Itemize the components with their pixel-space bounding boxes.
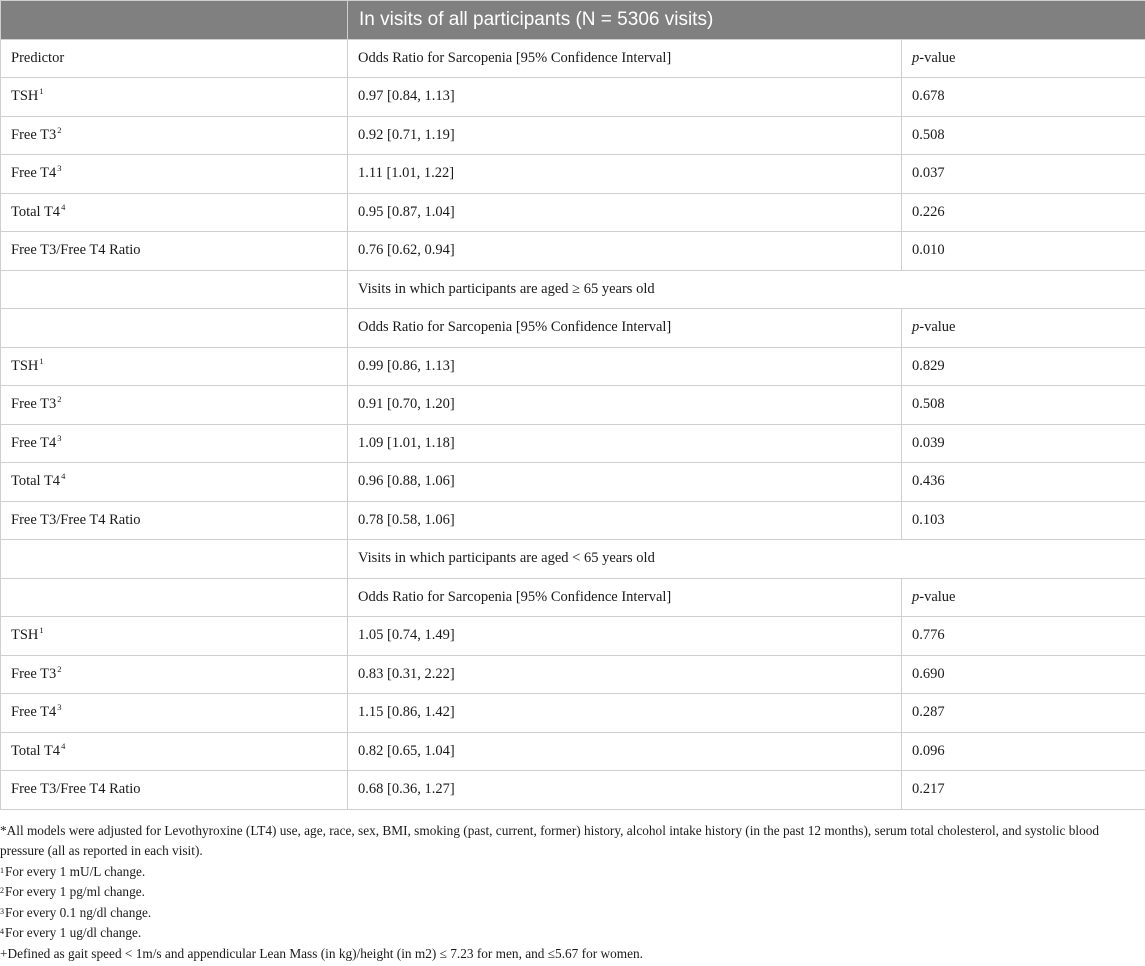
odds-ratio-cell: 1.11 [1.01, 1.22]: [348, 155, 902, 194]
predictor-cell: [1, 617, 348, 656]
footnote-marker: 2: [57, 394, 62, 405]
p-value-cell: 0.678: [902, 78, 1145, 117]
table-row: [1, 617, 1145, 656]
header-p-italic: p: [912, 49, 920, 66]
predictor-name: Free T3: [11, 665, 57, 682]
footnote-1-text: For every 1 mU/L change.: [5, 863, 146, 879]
predictor-cell: [1, 771, 348, 810]
odds-ratio-cell: 0.76 [0.62, 0.94]: [348, 232, 902, 271]
p-value-cell: 0.508: [902, 386, 1145, 425]
p-value-cell: 0.039: [902, 424, 1145, 463]
odds-ratio-cell: 1.05 [0.74, 1.49]: [348, 617, 902, 656]
table-banner-row: [1, 1, 1145, 40]
predictor-cell: [1, 424, 348, 463]
p-value-cell: 0.829: [902, 347, 1145, 386]
header-p-value: [902, 39, 1145, 78]
footnote-marker: 4: [61, 201, 66, 212]
table-row: [1, 655, 1145, 694]
table-row: [1, 155, 1145, 194]
predictor-cell: [1, 347, 348, 386]
p-value-cell: 0.037: [902, 155, 1145, 194]
odds-ratio-cell: 0.99 [0.86, 1.13]: [348, 347, 902, 386]
table-row: [1, 732, 1145, 771]
predictor-cell: [1, 655, 348, 694]
p-value-cell: 0.508: [902, 116, 1145, 155]
footnote-4-marker: 4: [0, 927, 4, 936]
predictor-name: TSH: [11, 357, 39, 374]
footnote-marker: 1: [39, 625, 44, 636]
footnote-2-marker: 2: [0, 886, 4, 895]
table-row: [1, 78, 1145, 117]
table-banner-title: In visits of all participants (N = 5306 visits): [348, 1, 1145, 40]
header-p-italic: p: [912, 319, 920, 336]
predictor-name: Free T4: [11, 704, 57, 721]
table-row: [1, 347, 1145, 386]
table-row: [1, 193, 1145, 232]
predictor-cell: [1, 232, 348, 271]
footnote-marker: 3: [57, 163, 62, 174]
predictor-cell: [1, 501, 348, 540]
predictor-cell: [1, 155, 348, 194]
header-p-value: [902, 578, 1145, 617]
odds-ratio-cell: 0.82 [0.65, 1.04]: [348, 732, 902, 771]
p-value-cell: 0.690: [902, 655, 1145, 694]
section-title-spacer: [1, 270, 348, 309]
predictor-cell: [1, 78, 348, 117]
table-row: [1, 424, 1145, 463]
predictor-name: TSH: [11, 88, 39, 105]
p-value-cell: 0.217: [902, 771, 1145, 810]
p-value-cell: 0.776: [902, 617, 1145, 656]
section-title-row: [1, 270, 1145, 309]
footnote-3-text: For every 0.1 ng/dl change.: [5, 904, 152, 920]
footnote-marker: 3: [57, 432, 62, 443]
section-title: Visits in which participants are aged ≥ 65 years old: [348, 270, 1145, 309]
header-odds-ratio: Odds Ratio for Sarcopenia [95% Confidence Interval]: [348, 309, 902, 348]
p-value-cell: 0.103: [902, 501, 1145, 540]
footnote-4: [0, 923, 1145, 944]
footnote-marker: 4: [61, 740, 66, 751]
p-value-cell: 0.010: [902, 232, 1145, 271]
predictor-name: Free T3: [11, 126, 57, 143]
header-odds-ratio: Odds Ratio for Sarcopenia [95% Confidence Interval]: [348, 578, 902, 617]
predictor-cell: [1, 386, 348, 425]
predictor-name: Free T4: [11, 434, 57, 451]
banner-spacer: [1, 1, 348, 40]
footnote-marker: 2: [57, 663, 62, 674]
table-footnotes: [0, 810, 1145, 965]
footnote-marker: 1: [39, 86, 44, 97]
section-header-spacer: [1, 309, 348, 348]
odds-ratio-cell: 0.78 [0.58, 1.06]: [348, 501, 902, 540]
predictor-name: Total T4: [11, 473, 61, 490]
predictor-name: Free T3/Free T4 Ratio: [11, 781, 141, 798]
predictor-cell: [1, 193, 348, 232]
footnote-1: [0, 862, 1145, 883]
odds-ratio-cell: 0.95 [0.87, 1.04]: [348, 193, 902, 232]
p-value-cell: 0.436: [902, 463, 1145, 502]
header-p-rest: -value: [919, 49, 956, 66]
footnote-marker: 1: [39, 355, 44, 366]
table-row: [1, 501, 1145, 540]
column-header-row: [1, 39, 1145, 78]
footnote-1-marker: 1: [0, 865, 4, 875]
odds-ratio-cell: 0.97 [0.84, 1.13]: [348, 78, 902, 117]
odds-ratio-cell: 0.91 [0.70, 1.20]: [348, 386, 902, 425]
predictor-name: Free T3/Free T4 Ratio: [11, 242, 141, 259]
predictor-name: TSH: [11, 627, 39, 644]
predictor-cell: [1, 694, 348, 733]
section-header-row: [1, 309, 1145, 348]
header-p-rest: -value: [919, 319, 956, 336]
table-row: [1, 232, 1145, 271]
header-odds-ratio: Odds Ratio for Sarcopenia [95% Confidence Interval]: [348, 39, 902, 78]
header-p-rest: -value: [919, 588, 956, 605]
footnote-3-marker: 3: [0, 906, 4, 916]
predictor-name: Total T4: [11, 742, 61, 759]
table-row: [1, 116, 1145, 155]
table-row: [1, 386, 1145, 425]
predictor-name: Free T4: [11, 165, 57, 182]
predictor-cell: [1, 116, 348, 155]
odds-ratio-cell: 0.68 [0.36, 1.27]: [348, 771, 902, 810]
odds-ratio-cell: 0.92 [0.71, 1.19]: [348, 116, 902, 155]
footnote-2: [0, 882, 1145, 903]
predictor-name: Free T3: [11, 396, 57, 413]
predictor-name: Free T3/Free T4 Ratio: [11, 511, 141, 528]
table-row: [1, 771, 1145, 810]
header-p-italic: p: [912, 588, 920, 605]
odds-ratio-cell: 1.15 [0.86, 1.42]: [348, 694, 902, 733]
predictor-name: Total T4: [11, 203, 61, 220]
header-p-value: [902, 309, 1145, 348]
footnote-marker: 2: [57, 124, 62, 135]
predictor-cell: [1, 463, 348, 502]
footnote-2-text: For every 1 pg/ml change.: [5, 884, 145, 899]
section-title: Visits in which participants are aged < 65 years old: [348, 540, 1145, 579]
table-row: [1, 694, 1145, 733]
section-header-row: [1, 578, 1145, 617]
footnote-4-text: For every 1 ug/dl change.: [5, 925, 142, 940]
footnote-marker: 4: [61, 471, 66, 482]
footnote-marker: 3: [57, 702, 62, 713]
odds-ratio-cell: 0.96 [0.88, 1.06]: [348, 463, 902, 502]
odds-ratio-cell: 0.83 [0.31, 2.22]: [348, 655, 902, 694]
p-value-cell: 0.096: [902, 732, 1145, 771]
table-row: [1, 463, 1145, 502]
footnote-3: [0, 903, 1145, 924]
section-header-spacer: [1, 578, 348, 617]
section-title-spacer: [1, 540, 348, 579]
odds-ratio-cell: 1.09 [1.01, 1.18]: [348, 424, 902, 463]
p-value-cell: 0.226: [902, 193, 1145, 232]
predictor-cell: [1, 732, 348, 771]
section-title-row: [1, 540, 1145, 579]
footnote-adjustment: *All models were adjusted for Levothyroxine (LT4) use, age, race, sex, BMI, smoking (past, current, former) history, alcohol intake history (in the past 12 months), serum total cholesterol, and systolic blood pressure (all as reported in each visit).: [0, 822, 1100, 858]
footnote-sarcopenia-definition: +Defined as gait speed < 1m/s and appendicular Lean Mass (in kg)/height (in m2) ≤ 7.23 for men, and ≤5.67 for women.: [0, 945, 643, 961]
header-predictor: Predictor: [1, 39, 348, 78]
p-value-cell: 0.287: [902, 694, 1145, 733]
